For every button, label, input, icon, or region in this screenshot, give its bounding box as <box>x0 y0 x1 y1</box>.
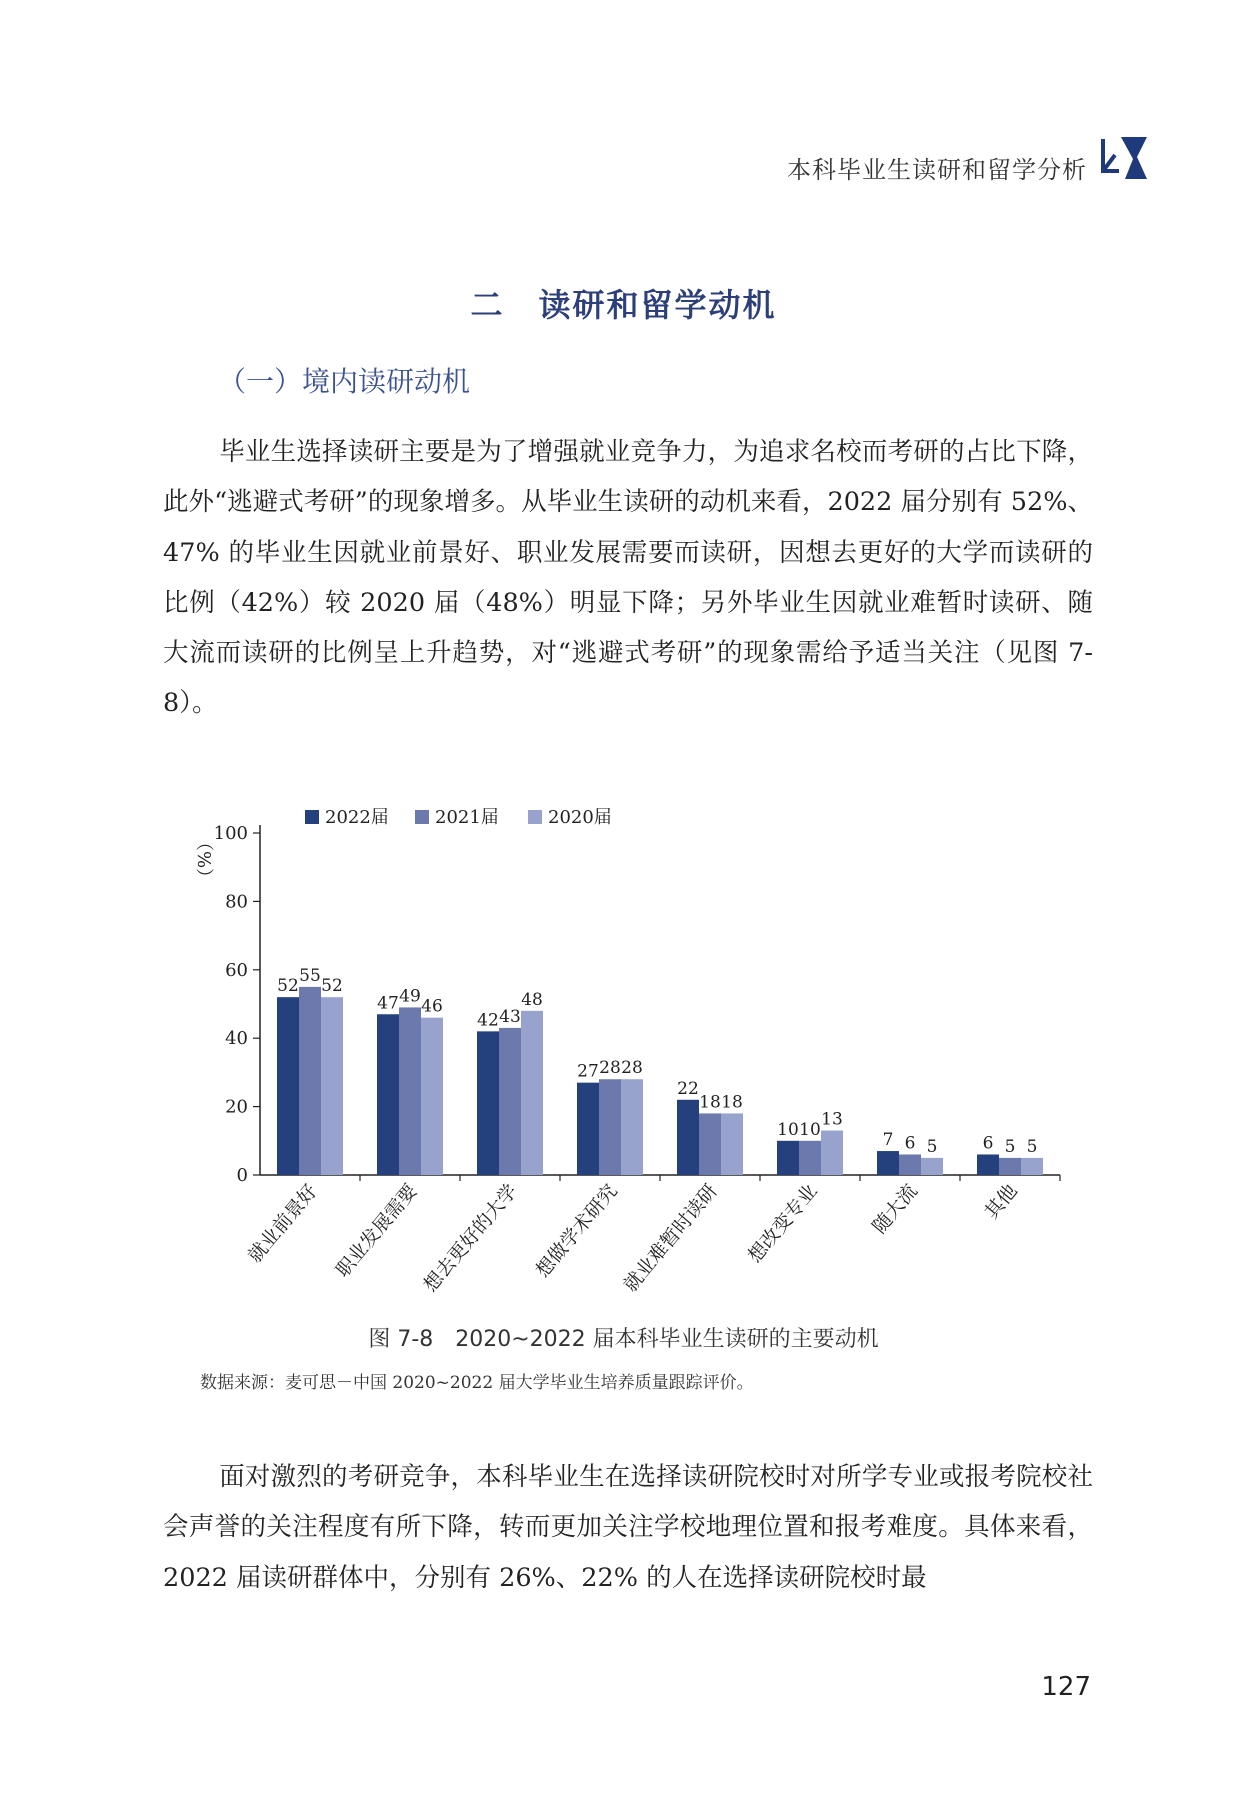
y-tick-label: 20 <box>225 1096 248 1118</box>
legend-swatch <box>305 810 319 824</box>
bar <box>821 1131 843 1175</box>
body-paragraph-1 <box>163 427 1093 729</box>
bar <box>621 1079 643 1175</box>
category-label: 就业难暂时读研 <box>619 1180 722 1297</box>
category-label: 想改变专业 <box>743 1180 822 1268</box>
data-label: 28 <box>621 1058 643 1079</box>
data-label: 22 <box>677 1078 699 1099</box>
bar <box>577 1083 599 1175</box>
legend-swatch <box>415 810 429 824</box>
bar <box>399 1007 421 1175</box>
bar <box>677 1100 699 1175</box>
bar <box>421 1018 443 1175</box>
legend-label: 2022届 <box>325 807 389 828</box>
data-label: 18 <box>699 1092 721 1113</box>
y-tick-label: 40 <box>225 1028 248 1050</box>
data-label: 47 <box>377 993 399 1014</box>
running-header: 本科毕业生读研和留学分析 <box>787 156 1087 184</box>
data-label: 7 <box>882 1130 894 1151</box>
y-tick-label: 80 <box>225 891 248 913</box>
bar <box>299 987 321 1175</box>
data-label: 13 <box>821 1109 843 1130</box>
bar <box>777 1141 799 1175</box>
y-tick-label: 0 <box>236 1165 248 1186</box>
data-label: 55 <box>299 965 321 986</box>
bar <box>999 1158 1021 1175</box>
bar <box>499 1028 521 1175</box>
data-label: 52 <box>321 976 343 997</box>
bar <box>477 1031 499 1175</box>
sub-section-title: （一）境内读研动机 <box>218 365 471 398</box>
data-label: 27 <box>577 1061 599 1082</box>
bar <box>321 997 343 1175</box>
bar <box>599 1079 621 1175</box>
bar <box>1021 1158 1043 1175</box>
data-label: 5 <box>1004 1136 1016 1157</box>
y-axis-label: （%） <box>193 833 214 887</box>
category-label: 其他 <box>980 1180 1022 1224</box>
data-label: 6 <box>982 1133 994 1154</box>
data-label: 52 <box>277 976 299 997</box>
bar <box>921 1158 943 1175</box>
section-title: 二 读研和留学动机 <box>470 286 777 324</box>
data-label: 46 <box>421 996 443 1017</box>
data-label: 6 <box>904 1133 916 1154</box>
page-number: 127 <box>1041 1672 1091 1702</box>
chart-svg <box>180 785 1080 1305</box>
bar <box>521 1011 543 1175</box>
body-paragraph-2 <box>163 1452 1093 1603</box>
y-tick-label: 100 <box>213 823 248 844</box>
figure-source: 数据来源：麦可思－中国 2020~2022 届大学毕业生培养质量跟踪评价。 <box>200 1373 754 1393</box>
category-label: 职业发展需要 <box>331 1180 422 1282</box>
bar-chart <box>180 785 1080 1305</box>
data-label: 5 <box>1026 1136 1038 1157</box>
category-label: 想去更好的大学 <box>419 1180 522 1297</box>
bar <box>799 1141 821 1175</box>
data-label: 49 <box>399 986 421 1007</box>
legend-label: 2021届 <box>435 807 499 828</box>
bar <box>277 997 299 1175</box>
category-label: 想做学术研究 <box>531 1180 622 1282</box>
data-label: 5 <box>926 1136 938 1157</box>
bar <box>977 1154 999 1175</box>
data-label: 28 <box>599 1058 621 1079</box>
paragraph-1-text: 毕业生选择读研主要是为了增强就业竞争力，为追求名校而考研的占比下降，此外“逃避式考研”的现象增多。从毕业生读研的动机来看，2022 届分别有 52%、47% 的毕业生因就业前景好、职业发展需要而读研，因想去更好的大学而读研的比例（42%）较 2020 届（48%）明显下降；另外毕业生因就业难暂时读研、随大流而读研的比例呈上升趋势，对“逃避式考研”的现象需给予适当关注（见图 7-8）。 <box>163 437 1093 719</box>
bar <box>699 1113 721 1175</box>
data-label: 18 <box>721 1092 743 1113</box>
category-label: 就业前景好 <box>243 1180 322 1268</box>
data-label: 43 <box>499 1006 521 1027</box>
y-tick-label: 60 <box>225 959 248 981</box>
bar <box>877 1151 899 1175</box>
paragraph-2-text: 面对激烈的考研竞争，本科毕业生在选择读研院校时对所学专业或报考院校社会声誉的关注程度有所下降，转而更加关注学校地理位置和报考难度。具体来看，2022 届读研群体中，分别有 26%、22% 的人在选择读研院校时最 <box>163 1462 1093 1593</box>
data-label: 48 <box>521 989 543 1010</box>
data-label: 42 <box>477 1010 499 1031</box>
chapter-logo-icon <box>1099 133 1159 183</box>
bar <box>721 1113 743 1175</box>
bar <box>377 1014 399 1175</box>
category-label: 随大流 <box>868 1180 922 1238</box>
figure-caption: 图 7-8 2020~2022 届本科毕业生读研的主要动机 <box>368 1327 879 1352</box>
data-label: 10 <box>799 1119 821 1140</box>
legend-label: 2020届 <box>548 807 612 828</box>
legend-swatch <box>528 810 542 824</box>
data-label: 10 <box>777 1119 799 1140</box>
bar <box>899 1154 921 1175</box>
